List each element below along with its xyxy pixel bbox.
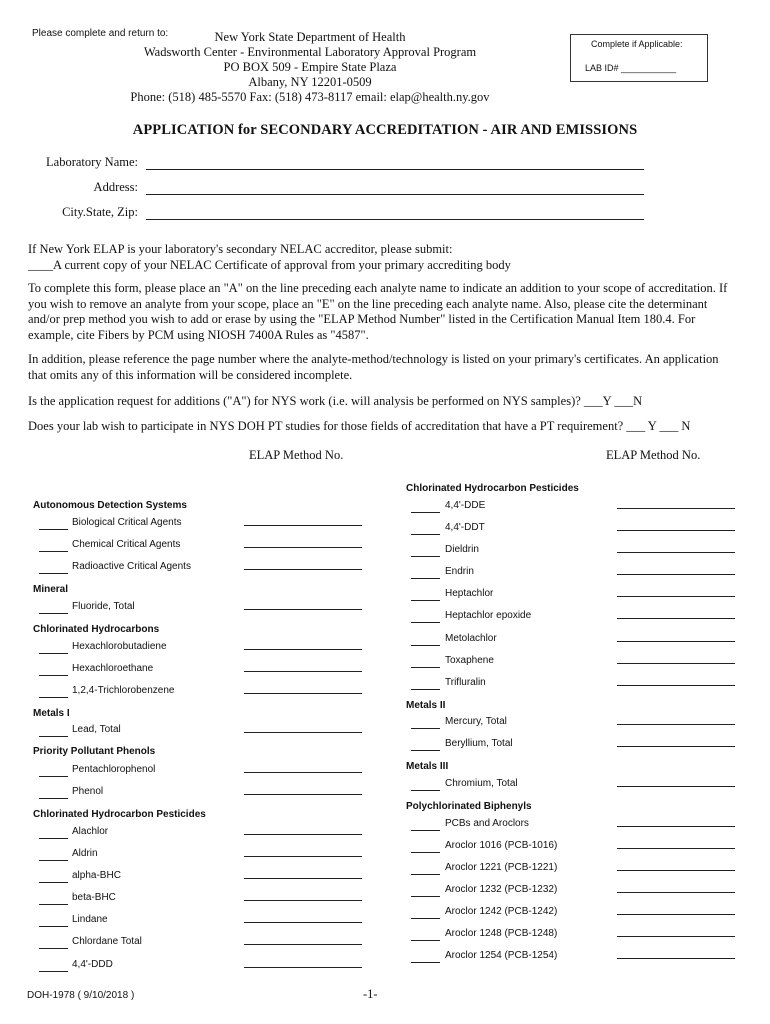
nelac-certificate-item: ____A current copy of your NELAC Certificate of approval from your primary accrediting body — [28, 258, 511, 272]
analyte-name: Aldrin — [72, 848, 98, 859]
address-line: New York State Department of Health — [214, 30, 406, 44]
analyte-mark-blank[interactable] — [411, 600, 440, 601]
analyte-mark-blank[interactable] — [39, 904, 68, 905]
analyte-name: Beryllium, Total — [445, 738, 513, 749]
elap-method-field[interactable] — [617, 663, 735, 664]
analyte-name: Fluoride, Total — [72, 601, 135, 612]
analyte-mark-blank[interactable] — [39, 675, 68, 676]
elap-method-field[interactable] — [244, 569, 362, 570]
analyte-mark-blank[interactable] — [39, 551, 68, 552]
analyte-name: Pentachlorophenol — [72, 764, 156, 775]
analyte-name: Aroclor 1221 (PCB-1221) — [445, 862, 558, 873]
agency-address-block — [110, 30, 510, 105]
analyte-name: beta-BHC — [72, 892, 116, 903]
nys-work-question: Is the application request for additions ("A") for NYS work (i.e. will analysis be performed on NYS samples)? ___Y ___N — [28, 394, 643, 408]
address-label: Address: — [93, 180, 138, 194]
elap-method-field[interactable] — [617, 724, 735, 725]
analyte-mark-blank[interactable] — [39, 882, 68, 883]
section-heading-polychlorinated-biphenyls: Polychlorinated Biphenyls — [406, 801, 532, 812]
city-state-zip-field[interactable] — [146, 219, 644, 220]
elap-method-field[interactable] — [617, 552, 735, 553]
analyte-mark-blank[interactable] — [411, 578, 440, 579]
elap-method-field[interactable] — [617, 848, 735, 849]
address-field[interactable] — [146, 194, 644, 195]
section-heading-priority-pollutant-phenols: Priority Pollutant Phenols — [33, 746, 156, 757]
analyte-mark-blank[interactable] — [39, 948, 68, 949]
elap-method-field[interactable] — [617, 685, 735, 686]
elap-method-field[interactable] — [244, 878, 362, 879]
elap-method-field[interactable] — [617, 936, 735, 937]
elap-method-field[interactable] — [617, 641, 735, 642]
analyte-name: Aroclor 1016 (PCB-1016) — [445, 840, 558, 851]
analyte-mark-blank[interactable] — [39, 971, 68, 972]
section-heading-chlorinated-hydrocarbons: Chlorinated Hydrocarbons — [33, 624, 160, 635]
section-heading-chlorinated-hydrocarbon-pesticides: Chlorinated Hydrocarbon Pesticides — [33, 809, 206, 820]
analyte-name: alpha-BHC — [72, 870, 121, 881]
analyte-mark-blank[interactable] — [411, 750, 440, 751]
lab-name-label: Laboratory Name: — [46, 155, 138, 169]
analyte-name: Chlordane Total — [72, 936, 142, 947]
analyte-name: Chemical Critical Agents — [72, 539, 181, 550]
address-line: Wadsworth Center - Environmental Laboratory Approval Program — [143, 45, 477, 59]
elap-method-field[interactable] — [244, 834, 362, 835]
analyte-name: 4,4'-DDE — [445, 500, 486, 511]
analyte-mark-blank[interactable] — [39, 798, 68, 799]
city-state-zip-label: City.State, Zip: — [62, 205, 138, 219]
analyte-mark-blank[interactable] — [411, 896, 440, 897]
analyte-mark-blank[interactable] — [411, 918, 440, 919]
analyte-name: Heptachlor — [445, 588, 494, 599]
analyte-name: Chromium, Total — [445, 778, 518, 789]
elap-method-field[interactable] — [244, 794, 362, 795]
page-title: APPLICATION for SECONDARY ACCREDITATION - AIR AND EMISSIONS — [132, 122, 638, 138]
section-heading-mineral: Mineral — [33, 584, 69, 595]
lab-id-box — [570, 34, 708, 82]
section-heading-metals-ii: Metals II — [406, 700, 446, 711]
analyte-name: Aroclor 1254 (PCB-1254) — [445, 950, 558, 961]
analyte-name: Aroclor 1242 (PCB-1242) — [445, 906, 558, 917]
elap-method-field[interactable] — [244, 922, 362, 923]
analyte-mark-blank[interactable] — [39, 838, 68, 839]
analyte-mark-blank[interactable] — [411, 830, 440, 831]
return-note: Please complete and return to: — [32, 28, 169, 39]
analyte-name: Lead, Total — [72, 724, 121, 735]
elap-method-field[interactable] — [617, 958, 735, 959]
address-line: PO BOX 509 - Empire State Plaza — [223, 60, 397, 74]
analyte-mark-blank[interactable] — [411, 852, 440, 853]
elap-method-field[interactable] — [244, 547, 362, 548]
analyte-name: Dieldrin — [445, 544, 479, 555]
analyte-name: Lindane — [72, 914, 108, 925]
section-heading-autonomous-detection-systems: Autonomous Detection Systems — [33, 500, 187, 511]
elap-method-field[interactable] — [617, 746, 735, 747]
analyte-name: Metolachlor — [445, 633, 497, 644]
analyte-name: Endrin — [445, 566, 474, 577]
analyte-name: Hexachloroethane — [72, 663, 154, 674]
analyte-mark-blank[interactable] — [411, 667, 440, 668]
elap-method-field[interactable] — [617, 914, 735, 915]
analyte-name: Trifluralin — [445, 677, 486, 688]
elap-method-field[interactable] — [244, 944, 362, 945]
analyte-mark-blank[interactable] — [411, 534, 440, 535]
page-number: -1- — [363, 987, 378, 1001]
method-header-left: ELAP Method No. — [249, 448, 344, 462]
analyte-mark-blank[interactable] — [411, 874, 440, 875]
elap-method-field[interactable] — [244, 772, 362, 773]
elap-method-field[interactable] — [244, 525, 362, 526]
analyte-name: Radioactive Critical Agents — [72, 561, 191, 572]
analyte-mark-blank[interactable] — [411, 962, 440, 963]
elap-method-field[interactable] — [244, 671, 362, 672]
analyte-name: Alachlor — [72, 826, 109, 837]
analyte-mark-blank[interactable] — [39, 926, 68, 927]
elap-method-field[interactable] — [244, 856, 362, 857]
elap-method-field[interactable] — [617, 530, 735, 531]
elap-method-field[interactable] — [617, 508, 735, 509]
elap-method-field[interactable] — [617, 596, 735, 597]
instructions-paragraph-2: In addition, please reference the page number where the analyte-method/technology is listed on your primary's certificates. An application that omits any of this information will be considered incomplete. — [28, 352, 719, 382]
address-line: Phone: (518) 485-5570 Fax: (518) 473-8117 email: elap@health.ny.gov — [130, 90, 490, 104]
analyte-mark-blank[interactable] — [411, 790, 440, 791]
analyte-mark-blank[interactable] — [411, 645, 440, 646]
analyte-mark-blank[interactable] — [411, 940, 440, 941]
analyte-name: 4,4'-DDD — [72, 959, 113, 970]
lab-name-field[interactable] — [146, 169, 644, 170]
analyte-name: 4,4'-DDT — [445, 522, 485, 533]
analyte-name: Mercury, Total — [445, 716, 507, 727]
pt-studies-question: Does your lab wish to participate in NYS DOH PT studies for those fields of accreditation that have a PT requirement? ___ Y ___ N — [28, 419, 691, 433]
analyte-mark-blank[interactable] — [39, 573, 68, 574]
instructions-paragraph: To complete this form, please place an "A" on the line preceding each analyte name to indicate an addition to your scope of accreditation. If you wish to remove an analyte from your scope, place an "E" on the line preceding each analyte name. Also, please cite the determinant and/or prep method you wish to add or erase by using the "ELAP Method Number" listed in the Certification Manual Item 180.4. For example, cite Fibers by PCM using NIOSH 7400A Rules as "4587". — [28, 281, 728, 342]
analyte-mark-blank[interactable] — [39, 613, 68, 614]
analyte-name: Aroclor 1232 (PCB-1232) — [445, 884, 558, 895]
intro-line: If New York ELAP is your laboratory's secondary NELAC accreditor, please submit: — [28, 242, 453, 256]
analyte-name: 1,2,4-Trichlorobenzene — [72, 685, 175, 696]
analyte-mark-blank[interactable] — [411, 556, 440, 557]
analyte-mark-blank[interactable] — [39, 697, 68, 698]
elap-method-field[interactable] — [244, 649, 362, 650]
elap-method-field[interactable] — [617, 574, 735, 575]
analyte-mark-blank[interactable] — [411, 622, 440, 623]
section-heading-chlorinated-hydrocarbon-pesticides: Chlorinated Hydrocarbon Pesticides — [406, 483, 579, 494]
section-heading-metals-i: Metals I — [33, 708, 70, 719]
address-line: Albany, NY 12201-0509 — [248, 75, 372, 89]
form-id: DOH-1978 ( 9/10/2018 ) — [27, 990, 135, 1001]
elap-method-field[interactable] — [244, 967, 362, 968]
analyte-name: Phenol — [72, 786, 104, 797]
elap-method-field[interactable] — [617, 870, 735, 871]
analyte-mark-blank[interactable] — [411, 728, 440, 729]
analyte-name: Aroclor 1248 (PCB-1248) — [445, 928, 558, 939]
elap-method-field[interactable] — [617, 618, 735, 619]
analyte-name: Hexachlorobutadiene — [72, 641, 167, 652]
elap-method-field[interactable] — [244, 609, 362, 610]
section-heading-metals-iii: Metals III — [406, 761, 449, 772]
elap-method-field[interactable] — [244, 693, 362, 694]
analyte-mark-blank[interactable] — [39, 529, 68, 530]
analyte-name: Biological Critical Agents — [72, 517, 182, 528]
analyte-mark-blank[interactable] — [39, 860, 68, 861]
elap-method-field[interactable] — [617, 892, 735, 893]
analyte-mark-blank[interactable] — [411, 689, 440, 690]
elap-method-field[interactable] — [617, 826, 735, 827]
analyte-mark-blank[interactable] — [39, 736, 68, 737]
analyte-mark-blank[interactable] — [39, 776, 68, 777]
analyte-name: PCBs and Aroclors — [445, 818, 529, 829]
analyte-name: Heptachlor epoxide — [445, 610, 532, 621]
elap-method-field[interactable] — [617, 786, 735, 787]
box-title: Complete if Applicable: — [591, 39, 683, 49]
analyte-mark-blank[interactable] — [39, 653, 68, 654]
method-header-right: ELAP Method No. — [606, 448, 701, 462]
elap-method-field[interactable] — [244, 732, 362, 733]
analyte-name: Toxaphene — [445, 655, 494, 666]
lab-id-field[interactable]: LAB ID# ___________ — [585, 63, 677, 73]
analyte-mark-blank[interactable] — [411, 512, 440, 513]
elap-method-field[interactable] — [244, 900, 362, 901]
